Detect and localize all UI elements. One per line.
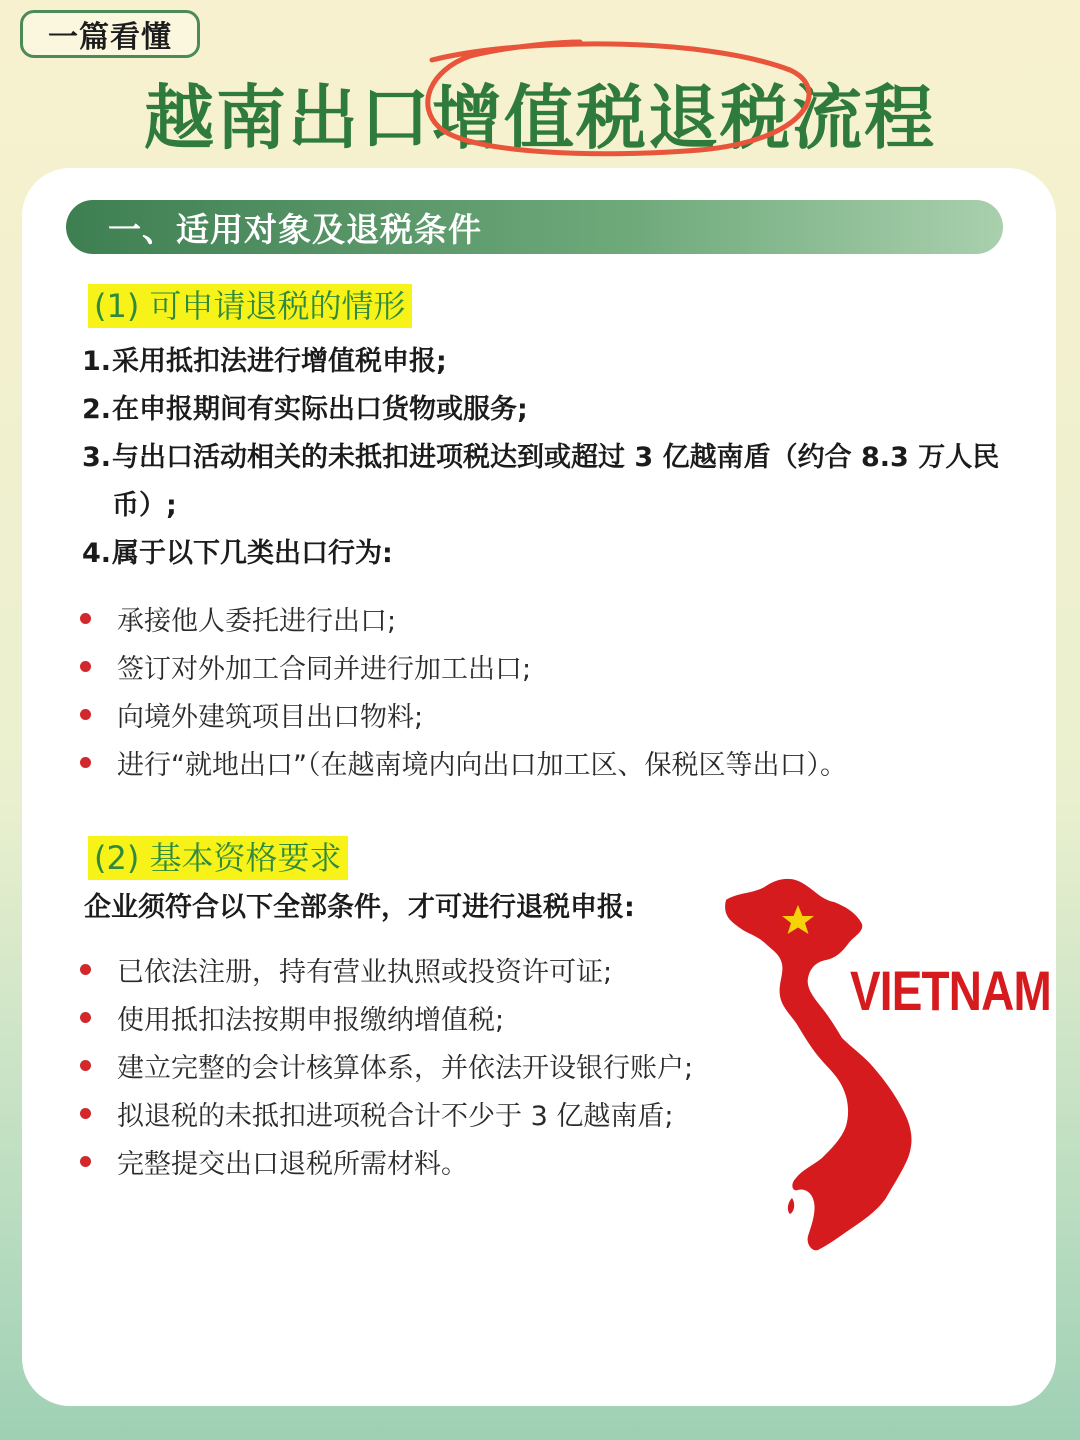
list-item-text: 属于以下几类出口行为: <box>112 538 393 569</box>
bullet-dot-icon <box>80 709 91 720</box>
subsection-heading-eligibility: (2) 基本资格要求 <box>88 836 348 880</box>
list-item-text: 与出口活动相关的未抵扣进项税达到或超过 3 亿越南盾（约合 8.3 万人民币）; <box>112 442 1000 521</box>
country-label: VIETNAM <box>850 959 1051 1022</box>
list-item <box>80 690 1010 738</box>
bullet-dot-icon <box>80 1156 91 1167</box>
bullet-list-export-types <box>80 594 1010 786</box>
list-item-text: 采用抵扣法进行增值税申报; <box>112 346 447 377</box>
list-item-text: 在申报期间有实际出口货物或服务; <box>112 394 528 425</box>
bullet-list-eligibility <box>80 945 740 1185</box>
list-item <box>80 1137 740 1185</box>
list-item <box>82 338 1022 386</box>
list-item-text: 已依法注册，持有营业执照或投资许可证; <box>117 956 613 988</box>
bullet-dot-icon <box>80 1108 91 1119</box>
list-item-text: 完整提交出口退税所需材料。 <box>117 1148 468 1180</box>
list-item-text: 建立完整的会计核算体系，并依法开设银行账户; <box>117 1052 694 1084</box>
list-item <box>82 530 1022 578</box>
numbered-list <box>82 338 1022 578</box>
section-heading: 一、适用对象及退税条件 <box>66 200 1003 254</box>
list-item-index: 2. <box>82 394 112 425</box>
list-item <box>80 945 740 993</box>
list-item-index: 4. <box>82 538 112 569</box>
list-item-index: 1. <box>82 346 112 377</box>
list-item <box>80 1041 740 1089</box>
list-item <box>80 642 1010 690</box>
bullet-dot-icon <box>80 757 91 768</box>
list-item <box>80 594 1010 642</box>
list-item-text: 使用抵扣法按期申报缴纳增值税; <box>117 1004 505 1036</box>
page-title: 越南出口增值税退税流程 <box>144 77 936 159</box>
list-item-text: 向境外建筑项目出口物料; <box>117 701 424 733</box>
subsection-heading-refund-cases: (1) 可申请退税的情形 <box>88 284 412 328</box>
list-item <box>80 738 1010 786</box>
list-item-text: 拟退税的未抵扣进项税合计不少于 3 亿越南盾; <box>117 1100 674 1132</box>
list-item-index: 3. <box>82 442 112 473</box>
eligibility-intro: 企业须符合以下全部条件，才可进行退税申报: <box>84 892 635 923</box>
list-item <box>80 993 740 1041</box>
bullet-dot-icon <box>80 613 91 624</box>
bullet-dot-icon <box>80 1060 91 1071</box>
bullet-dot-icon <box>80 661 91 672</box>
list-item <box>82 434 1022 530</box>
list-item <box>82 386 1022 434</box>
vietnam-map-icon <box>718 872 928 1258</box>
bullet-dot-icon <box>80 1012 91 1023</box>
list-item <box>80 1089 740 1137</box>
article-tag: 一篇看懂 <box>20 10 200 58</box>
bullet-dot-icon <box>80 964 91 975</box>
list-item-text: 承接他人委托进行出口; <box>117 605 397 637</box>
list-item-text: 签订对外加工合同并进行加工出口; <box>117 653 532 685</box>
list-item-text: 进行“就地出口”（在越南境内向出口加工区、保税区等出口）。 <box>117 749 847 781</box>
